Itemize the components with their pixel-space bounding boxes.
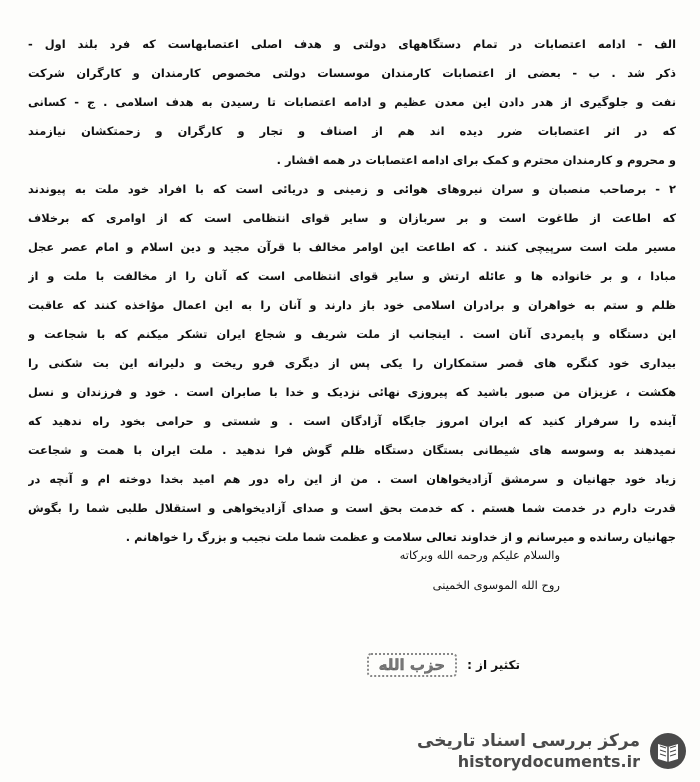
document-line: آینده را سرفراز کنید که ایران امروز جایگاه آزادگان است . و شستی و حرامی بخود راه ندهید که	[28, 414, 676, 428]
signature-line: روح الله الموسوی الخمینی	[432, 578, 560, 592]
watermark-url: historydocuments.ir	[457, 752, 640, 771]
document-line: که اطاعت از طاغوت است و بر سربازان و سایر قوای انتظامی است که از اوامری که برخلاف	[28, 211, 676, 225]
document-body	[28, 30, 676, 552]
document-line: ذکر شد . ب - بعضی از اعتصابات کارمندان موسسات دولتی مخصوص کارمندان و کارگران شرکت	[28, 66, 676, 80]
document-line: این دستگاه و پایمردی آنان است . اینجانب از ملت شریف و شجاع ایران تشکر میکنم که با شجاعت و	[28, 327, 676, 341]
copy-label: تکثیر از :	[467, 658, 520, 672]
book-emblem-icon	[648, 731, 688, 771]
stamp-icon: حزب الله	[367, 653, 457, 677]
watermark-text	[417, 730, 640, 772]
watermark-title: مرکز بررسی اسناد تاریخی	[417, 731, 640, 751]
document-line: نفت و جلوگیری از هدر دادن این معدن عظیم و ادامه اعتصابات تا رسیدن به هدف اسلامی . ج - کسانی	[28, 95, 676, 109]
document-line: الف - ادامه اعتصابات در تمام دستگاههای دولتی و هدف اصلی اعتصابهاست که فرد بلند اول -	[28, 37, 676, 51]
document-line: ۲ - برصاحب منصبان و سران نیروهای هوائی و زمینی و دریائی است که با افراد خود ملت به پیوندند	[28, 182, 676, 196]
document-line: هکشت ، عزیزان من صبور باشید که پیروزی نهائی نزدیک و خدا با صابران است . خود و فرزندان و نسل	[28, 385, 676, 399]
document-line: مسیر ملت است سرپیچی کنند . که اطاعت این اوامر مخالف با قرآن مجید و دین اسلام و امام عصر عجل	[28, 240, 676, 254]
closing-salutation: والسلام علیکم ورحمه الله وبرکاته	[399, 548, 560, 562]
document-line: جهانیان رسانده و میرسانم و از خداوند تعالی سلامت و عظمت شما ملت نجیب و بزرگ را خواهانم .	[125, 530, 676, 544]
document-line: و محروم و کارمندان محترم و کمک برای ادامه اعتصابات در همه اقشار .	[276, 153, 676, 167]
document-line: نمیدهند به وسوسه های شیطانی بستگان دستگاه ظلم گوش فرا ندهید . ملت ایران با همت و شجاعت	[28, 443, 676, 457]
document-line: زیاد خود جهانیان و سرمشق آزادیخواهان است . من از این راه دور هم امید بخدا دوخته ام و آنچه در	[28, 472, 676, 486]
document-line: بیداری خود کنگره های قصر ستمکاران را یکی پس از دیگری فرو ریخت و دلیرانه این بت شکنی را	[28, 356, 676, 370]
copy-note	[200, 648, 520, 682]
document-line: مبادا ، و بر خانواده ها و عائله ارتش و سایر قوای انتظامی است که آنان را از مخالفت با ملت و از	[28, 269, 676, 283]
watermark	[417, 730, 688, 772]
document-line: که در اثر اعتصابات ضرر دیده اند هم از اصناف و تجار و کارگران و زحمتکشان نیازمند	[28, 124, 676, 138]
document-line: قدرت دارم در خدمت شما هستم . که خدمت بحق است و صدای آزادیخواهی و استقلال طلبی شما را بگوش	[28, 501, 676, 515]
closing-block	[260, 540, 560, 600]
document-line: ظلم و ستم به خواهران و برادران اسلامی خود باز دارند و آنان را به این اعمال مؤاخذه کنند که عاقبت	[28, 298, 676, 312]
